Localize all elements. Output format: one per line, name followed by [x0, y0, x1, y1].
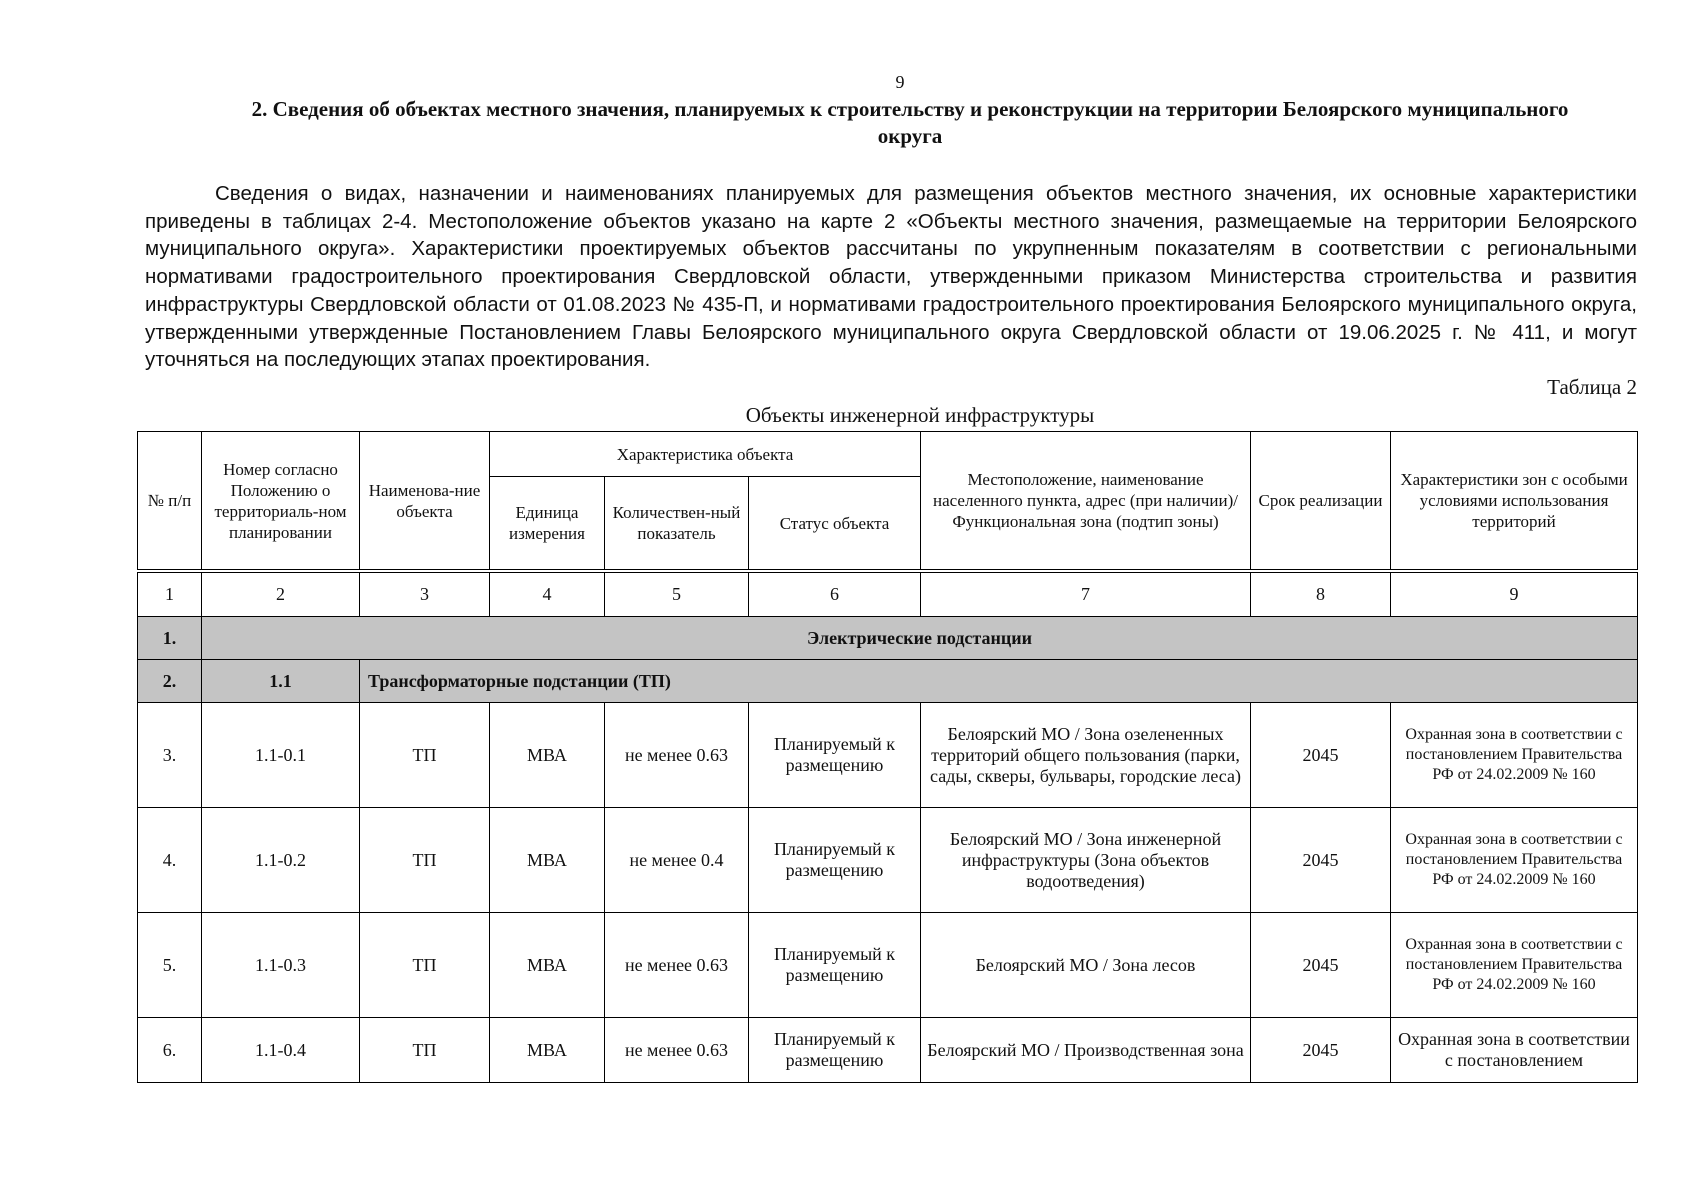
header-term: Срок реализации [1251, 432, 1391, 570]
column-number: 3 [360, 573, 490, 617]
row-unit: МВА [490, 808, 605, 913]
section-number: 1. [138, 617, 202, 660]
subsection-number: 2. [138, 660, 202, 703]
column-number: 4 [490, 573, 605, 617]
header-name: Наименова-ние объекта [360, 432, 490, 570]
row-code: 1.1-0.4 [202, 1018, 360, 1083]
section-title: Электрические подстанции [202, 617, 1638, 660]
row-term: 2045 [1251, 913, 1391, 1018]
subsection-code: 1.1 [202, 660, 360, 703]
row-name: ТП [360, 913, 490, 1018]
row-code: 1.1-0.2 [202, 808, 360, 913]
column-number: 7 [921, 573, 1251, 617]
header-code: Номер согласно Положению о территориаль-ном планировании [202, 432, 360, 570]
row-code: 1.1-0.3 [202, 913, 360, 1018]
row-number: 6. [138, 1018, 202, 1083]
table-row [138, 1018, 1638, 1083]
subsection-row [138, 660, 1638, 703]
row-number: 3. [138, 703, 202, 808]
section-row [138, 617, 1638, 660]
intro-paragraph: Сведения о видах, назначении и наименованиях планируемых для размещения объектов местного значения, их основные характеристики приведены в таблицах 2-4. Местоположение объектов указано на карте 2 «Объекты местного значения, размещаемые на территории Белоярского муниципального округа». Характеристики проектируемых объектов рассчитаны по укрупненным показателям в соответствии с региональными нормативами градостроительного проектирования Свердловской области, утвержденными приказом Министерства строительства и развития инфраструктуры Свердловской области от 01.08.2023 № 435-П, и нормативами градостроительного проектирования Белоярского муниципального округа, утвержденными утвержденные Постановлением Главы Белоярского муниципального округа Свердловской области от 19.06.2025 г. № 411, и могут уточняться на последующих этапах проектирования. [145, 182, 1637, 372]
column-number: 1 [138, 573, 202, 617]
page-number: 9 [895, 72, 905, 92]
row-term: 2045 [1251, 703, 1391, 808]
row-quantity: не менее 0.63 [605, 1018, 749, 1083]
row-number: 5. [138, 913, 202, 1018]
section-heading: 2. Сведения об объектах местного значения, планируемых к строительству и реконструкции на территории Белоярского муниципального округа [251, 97, 1569, 148]
row-name: ТП [360, 808, 490, 913]
row-status: Планируемый к размещению [749, 1018, 921, 1083]
row-location: Белоярский МО / Производственная зона [921, 1018, 1251, 1083]
row-quantity: не менее 0.63 [605, 913, 749, 1018]
row-unit: МВА [490, 913, 605, 1018]
row-number: 4. [138, 808, 202, 913]
row-quantity: не менее 0.63 [605, 703, 749, 808]
row-term: 2045 [1251, 1018, 1391, 1083]
row-location: Белоярский МО / Зона инженерной инфраструктуры (Зона объектов водоотведения) [921, 808, 1251, 913]
column-number-row [138, 573, 1638, 617]
header-status: Статус объекта [749, 477, 921, 570]
row-name: ТП [360, 703, 490, 808]
column-number: 2 [202, 573, 360, 617]
subsection-title: Трансформаторные подстанции (ТП) [360, 660, 1638, 703]
row-name: ТП [360, 1018, 490, 1083]
header-location: Местоположение, наименование населенного пункта, адрес (при наличии)/ Функциональная зона (подтип зоны) [921, 432, 1251, 570]
row-zone: Охранная зона в соответствии с постановлением Правительства РФ от 24.02.2009 № 160 [1391, 703, 1638, 808]
row-location: Белоярский МО / Зона озелененных территорий общего пользования (парки, сады, скверы, бульвары, городские леса) [921, 703, 1251, 808]
row-location: Белоярский МО / Зона лесов [921, 913, 1251, 1018]
header-unit: Единица измерения [490, 477, 605, 570]
header-zones: Характеристики зон с особыми условиями использования территорий [1391, 432, 1638, 570]
table-label: Таблица 2 [1547, 375, 1637, 399]
row-zone: Охранная зона в соответствии с постановлением Правительства РФ от 24.02.2009 № 160 [1391, 808, 1638, 913]
row-quantity: не менее 0.4 [605, 808, 749, 913]
column-number: 5 [605, 573, 749, 617]
row-status: Планируемый к размещению [749, 808, 921, 913]
row-status: Планируемый к размещению [749, 913, 921, 1018]
column-number: 9 [1391, 573, 1638, 617]
table-row [138, 703, 1638, 808]
table-header [137, 431, 1638, 570]
column-number: 8 [1251, 573, 1391, 617]
table-body [137, 572, 1638, 1083]
row-zone: Охранная зона в соответствии с постановлением Правительства РФ от 24.02.2009 № 160 [1391, 913, 1638, 1018]
header-characteristics: Характеристика объекта [490, 432, 921, 477]
table-title: Объекты инженерной инфраструктуры [745, 403, 1095, 427]
header-quantity: Количествен-ный показатель [605, 477, 749, 570]
row-term: 2045 [1251, 808, 1391, 913]
row-unit: МВА [490, 1018, 605, 1083]
row-zone: Охранная зона в соответствии с постановлением [1391, 1018, 1638, 1083]
header-number: № п/п [138, 432, 202, 570]
row-code: 1.1-0.1 [202, 703, 360, 808]
row-unit: МВА [490, 703, 605, 808]
table-row [138, 808, 1638, 913]
table-row [138, 913, 1638, 1018]
column-number: 6 [749, 573, 921, 617]
row-status: Планируемый к размещению [749, 703, 921, 808]
